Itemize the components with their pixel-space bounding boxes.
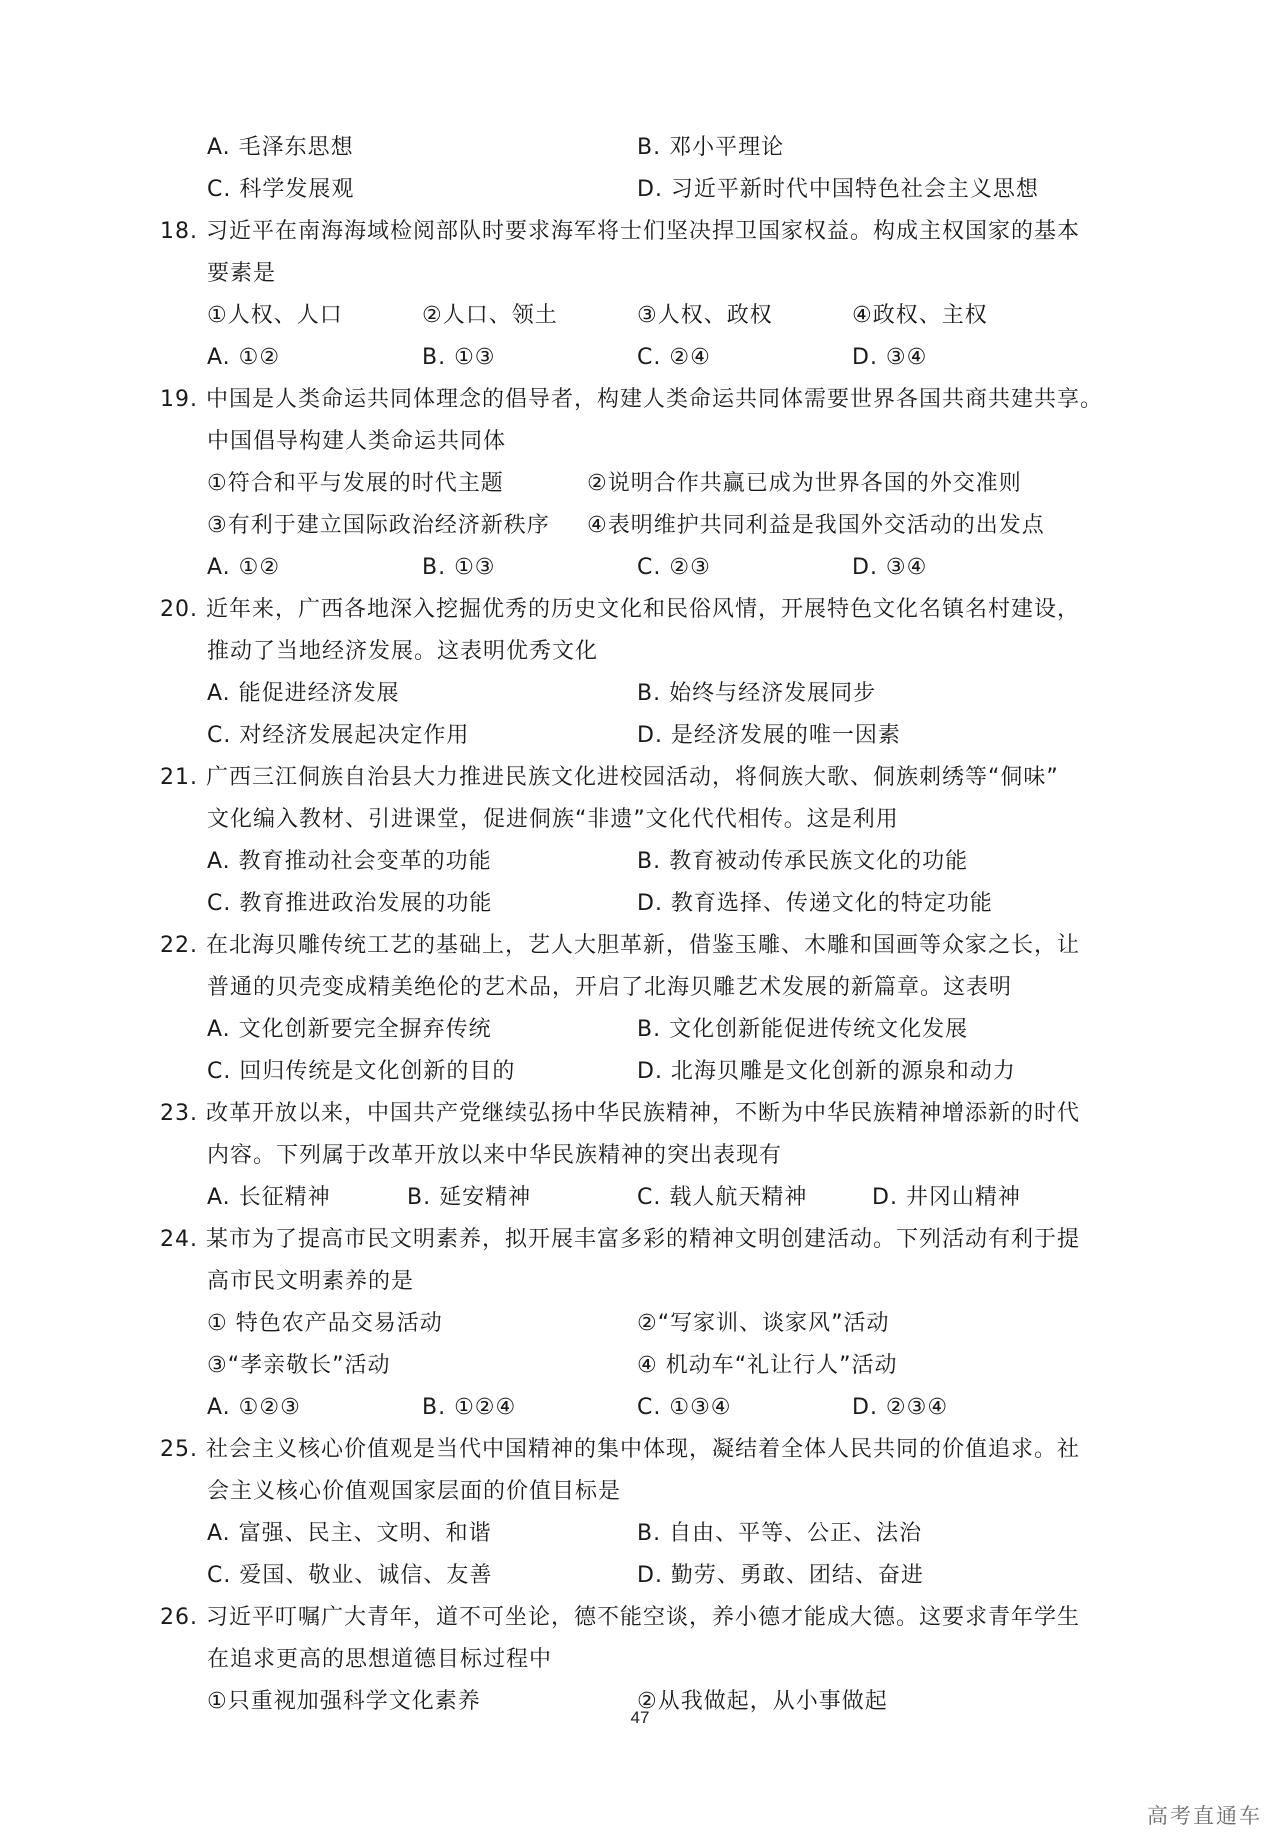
option-item: B. 教育被动传承民族文化的功能 <box>637 849 969 874</box>
option-item: C. 对经济发展起决定作用 <box>207 723 470 748</box>
watermark: 高考直通车 <box>1147 1804 1262 1828</box>
option-item: ②人口、领土 <box>422 303 558 328</box>
option-item: C. 载人航天精神 <box>637 1185 808 1210</box>
option-item: D. 井冈山精神 <box>872 1185 1021 1210</box>
option-item: D. 习近平新时代中国特色社会主义思想 <box>637 177 1039 202</box>
line-text: 会主义核心价值观国家层面的价值目标是 <box>207 1479 622 1504</box>
option-item: ②“写家训、谈家风”活动 <box>637 1311 890 1336</box>
line-text: 23. 改革开放以来，中国共产党继续弘扬中华民族精神，不断为中华民族精神增添新的时代 <box>160 1101 1080 1126</box>
option-item: ① 特色农产品交易活动 <box>207 1311 443 1336</box>
option-item: B. 文化创新能促进传统文化发展 <box>637 1017 969 1042</box>
line-text: 普通的贝壳变成精美绝伦的艺术品，开启了北海贝雕艺术发展的新篇章。这表明 <box>207 975 1013 1000</box>
option-item: A. 教育推动社会变革的功能 <box>207 849 492 874</box>
option-item: C. ②③ <box>637 555 711 580</box>
option-item: B. ①③ <box>422 345 496 370</box>
line-text: 内容。下列属于改革开放以来中华民族精神的突出表现有 <box>207 1143 783 1168</box>
option-item: D. ②③④ <box>852 1395 949 1420</box>
option-item: C. ②④ <box>637 345 711 370</box>
line-text: 要素是 <box>207 261 277 286</box>
option-item: ①人权、人口 <box>207 303 343 328</box>
option-item: B. 自由、平等、公正、法治 <box>637 1521 923 1546</box>
option-item: B. 邓小平理论 <box>637 135 785 160</box>
option-item: A. 能促进经济发展 <box>207 681 400 706</box>
line-text: 中国倡导构建人类命运共同体 <box>207 429 507 454</box>
option-item: C. 回归传统是文化创新的目的 <box>207 1059 516 1084</box>
option-item: A. ①②③ <box>207 1395 301 1420</box>
option-item: C. 爱国、敬业、诚信、友善 <box>207 1563 493 1588</box>
option-item: B. ①③ <box>422 555 496 580</box>
option-item: D. ③④ <box>852 555 928 580</box>
line-text: 22. 在北海贝雕传统工艺的基础上，艺人大胆革新，借鉴玉雕、木雕和国画等众家之长，让 <box>160 933 1080 958</box>
option-item: B. 延安精神 <box>407 1185 532 1210</box>
line-text: 18. 习近平在南海海域检阅部队时要求海军将士们坚决捍卫国家权益。构成主权国家的基本 <box>160 219 1080 244</box>
option-item: ①符合和平与发展的时代主题 <box>207 471 504 496</box>
option-item: ④表明维护共同利益是我国外交活动的出发点 <box>587 513 1045 538</box>
option-item: D. 教育选择、传递文化的特定功能 <box>637 891 993 916</box>
option-item: ③有利于建立国际政治经济新秩序 <box>207 513 550 538</box>
option-item: D. ③④ <box>852 345 928 370</box>
line-text: 文化编入教材、引进课堂，促进侗族“非遗”文化代代相传。这是利用 <box>207 807 899 832</box>
line-text: 20. 近年来，广西各地深入挖掘优秀的历史文化和民俗风情，开展特色文化名镇名村建设， <box>160 597 1080 622</box>
option-item: ③“孝亲敬长”活动 <box>207 1353 391 1378</box>
option-item: A. 长征精神 <box>207 1185 331 1210</box>
option-item: A. ①② <box>207 555 281 580</box>
line-text: 26. 习近平叮嘱广大青年，道不可坐论，德不能空谈，养小德才能成大德。这要求青年学生 <box>160 1605 1080 1630</box>
line-text: 高市民文明素养的是 <box>207 1269 415 1294</box>
line-text: 19. 中国是人类命运共同体理念的倡导者，构建人类命运共同体需要世界各国共商共建共享。 <box>160 387 1103 412</box>
option-item: ②从我做起，从小事做起 <box>637 1689 888 1714</box>
line-text: 21. 广西三江侗族自治县大力推进民族文化进校园活动，将侗族大歌、侗族刺绣等“侗味” <box>160 765 1059 790</box>
line-text: 在追求更高的思想道德目标过程中 <box>207 1647 553 1672</box>
page-number: 47 <box>630 1708 650 1727</box>
option-item: C. 科学发展观 <box>207 177 355 202</box>
line-text: 25. 社会主义核心价值观是当代中国精神的集中体现，凝结着全体人民共同的价值追求。社 <box>160 1437 1080 1462</box>
option-item: ③人权、政权 <box>637 303 773 328</box>
line-text: 24. 某市为了提高市民文明素养，拟开展丰富多彩的精神文明创建活动。下列活动有利于提 <box>160 1227 1080 1252</box>
option-item: ②说明合作共赢已成为世界各国的外交准则 <box>587 471 1022 496</box>
option-item: C. ①③④ <box>637 1395 732 1420</box>
option-item: ④政权、主权 <box>852 303 988 328</box>
option-item: A. 毛泽东思想 <box>207 135 354 160</box>
option-item: ①只重视加强科学文化素养 <box>207 1689 481 1714</box>
line-text: 推动了当地经济发展。这表明优秀文化 <box>207 639 599 664</box>
option-item: B. ①②④ <box>422 1395 517 1420</box>
option-item: ④ 机动车“礼让行人”活动 <box>637 1353 898 1378</box>
option-item: A. 富强、民主、文明、和谐 <box>207 1521 492 1546</box>
option-item: B. 始终与经济发展同步 <box>637 681 877 706</box>
option-item: C. 教育推进政治发展的功能 <box>207 891 493 916</box>
option-item: A. ①② <box>207 345 281 370</box>
option-item: D. 勤劳、勇敢、团结、奋进 <box>637 1563 924 1588</box>
option-item: D. 北海贝雕是文化创新的源泉和动力 <box>637 1059 1016 1084</box>
option-item: A. 文化创新要完全摒弃传统 <box>207 1017 492 1042</box>
option-item: D. 是经济发展的唯一因素 <box>637 723 901 748</box>
